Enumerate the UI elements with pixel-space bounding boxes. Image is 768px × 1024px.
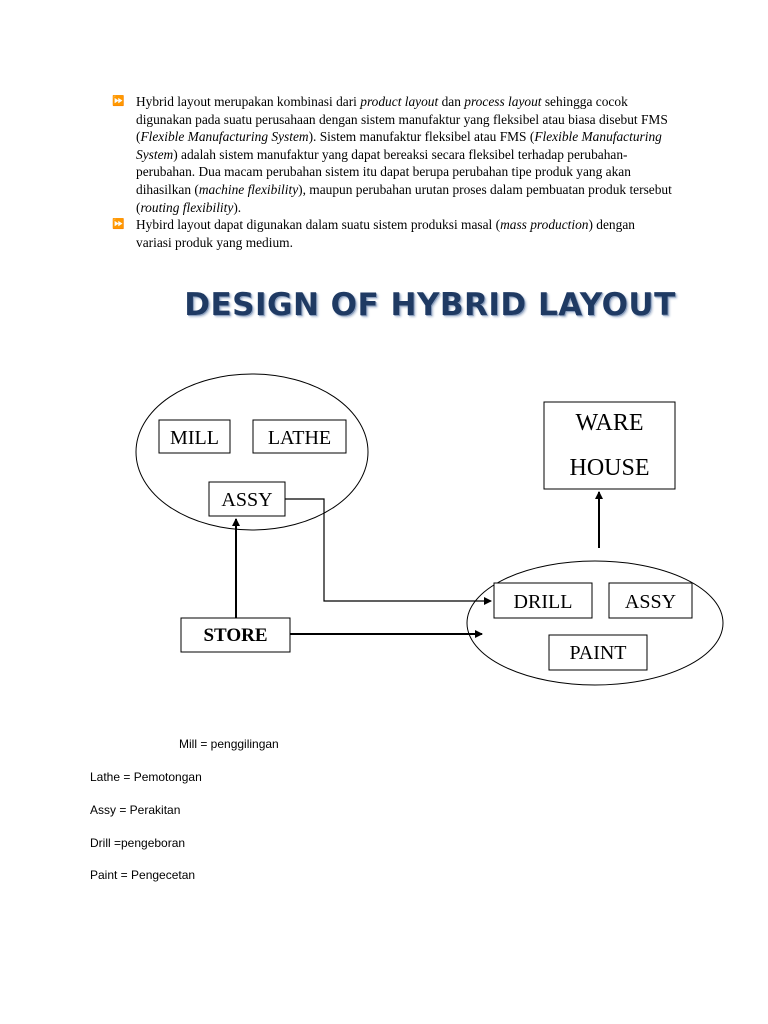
warehouse-label-line2: HOUSE [569,455,650,481]
fast-forward-bullet-icon: ⏩ [112,96,125,107]
bullet-item [112,216,672,251]
warehouse-label-line1: WARE [575,410,644,436]
store-label: STORE [203,625,268,646]
assy-bottom-label: ASSY [624,591,677,613]
bullet-list [112,93,672,251]
bullet-item [112,93,672,216]
legend-drill: Drill =pengeboran [90,836,186,850]
mill-label: MILL [170,427,219,449]
fast-forward-bullet-icon: ⏩ [112,219,125,231]
legend-assy: Assy = Perakitan [90,803,181,817]
hybrid-layout-diagram [0,360,768,700]
drill-label: DRILL [513,591,573,613]
legend-mill: Mill = penggilingan [179,737,279,751]
lathe-label: LATHE [267,427,332,449]
assy-to-drill-arrow [285,499,491,601]
assy-top-label: ASSY [221,489,273,511]
legend-paint: Paint = Pengecetan [90,868,196,882]
legend-lathe: Lathe = Pemotongan [90,770,202,784]
bullet-text: Hybird layout dapat digunakan dalam suatu sistem produksi masal (mass production) dengan variasi produk yang medium. [136,217,635,250]
bullet-text: Hybrid layout merupakan kombinasi dari product layout dan process layout sehingga cocok digunakan pada suatu perusahaan dengan sistem manufaktur yang fleksibel atau biasa disebut FMS (Flexible Manufacturing System). Sistem manufaktur fleksibel atau FMS (Flexible Manufacturing System) adalah sistem manufaktur yang dapat bereaksi secara fleksibel terhadap perubahan-perubahan. Dua macam perubahan sistem itu dapat berupa perubahan tipe produk yang akan dihasilkan (machine flexibility), maupun perubahan urutan proses dalam pembuatan produk tersebut (routing flexibility). [136,94,672,215]
paint-label: PAINT [569,642,627,664]
page-title: DESIGN OF HYBRID LAYOUT [184,287,676,323]
